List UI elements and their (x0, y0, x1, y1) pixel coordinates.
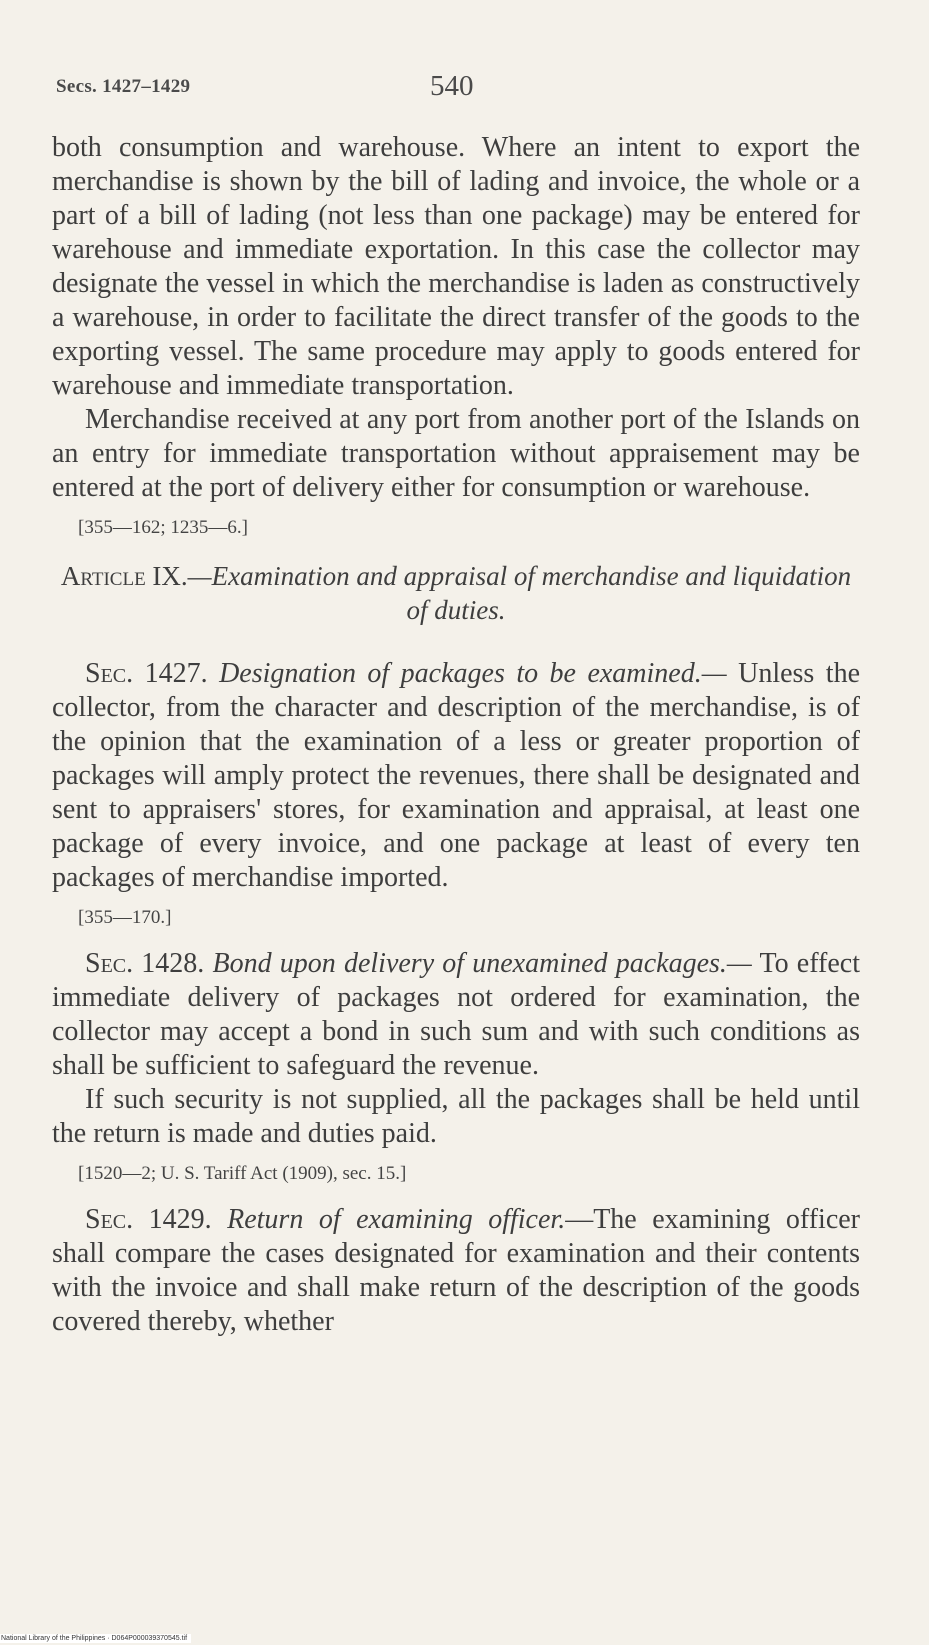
citation: [1520—2; U. S. Tariff Act (1909), sec. 15.] (78, 1163, 407, 1184)
section-text: —The examining officer shall compare the cases designated for examination and their contents with the invoice and shall make return of the description of the goods covered thereby, whether (52, 1204, 861, 1337)
section-text: To effect immediate delivery of packages not ordered for examination, the collector may accept a bond in such sum and with such conditions as shall be sufficient to safeguard the revenue. (52, 948, 860, 1081)
section-title: Bond upon delivery of unexamined packages.— (212, 948, 752, 979)
page-body (52, 131, 860, 1339)
section-1428 (52, 947, 860, 1083)
article-label: Article IX. (60, 561, 188, 591)
page-header (56, 70, 856, 110)
section-1427 (52, 657, 860, 895)
section-title: Designation of packages to be examined.— (219, 658, 727, 689)
section-title: Return of examining officer. (227, 1204, 566, 1235)
paragraph-security: If such security is not supplied, all the packages shall be held until the return is made and duties paid. (52, 1084, 860, 1149)
citation: [355—170.] (78, 907, 172, 928)
scan-footer: National Library of the Philippines · D064P000039370545.tif (0, 1634, 191, 1643)
page-number: 540 (430, 70, 474, 102)
article-title: —Examination and appraisal of merchandise and liquidation of duties. (187, 561, 852, 625)
paragraph-merchandise: Merchandise received at any port from another port of the Islands on an entry for immediate transportation without appraisement may be entered at the port of delivery either for consumption or warehouse. (52, 404, 860, 503)
section-label: Sec. 1428. (85, 948, 205, 979)
section-text: Unless the collector, from the character and description of the merchandise, is of the opinion that the examination of a less or greater proportion of packages will amply protect the revenues, there shall be designated and sent to appraisers' stores, for examination and appraisal, at least one package of every invoice, and one package at least of every ten packages of merchandise imported. (52, 658, 861, 893)
section-label: Sec. 1429. (85, 1204, 212, 1235)
section-1429 (52, 1203, 860, 1339)
citation: [355—162; 1235—6.] (78, 517, 248, 538)
article-heading (52, 559, 860, 627)
section-label: Sec. 1427. (85, 658, 208, 689)
paragraph-continued: both consumption and warehouse. Where an intent to export the merchandise is shown by the bill of lading and invoice, the whole or a part of a bill of lading (not less than one package) may be entered for warehouse and immediate exportation. In this case the collector may designate the vessel in which the merchandise is laden as constructively a warehouse, in order to facilitate the direct transfer of the goods to the exporting vessel. The same procedure may apply to goods entered for warehouse and immediate transportation. (52, 132, 860, 401)
section-range: Secs. 1427–1429 (56, 76, 191, 97)
